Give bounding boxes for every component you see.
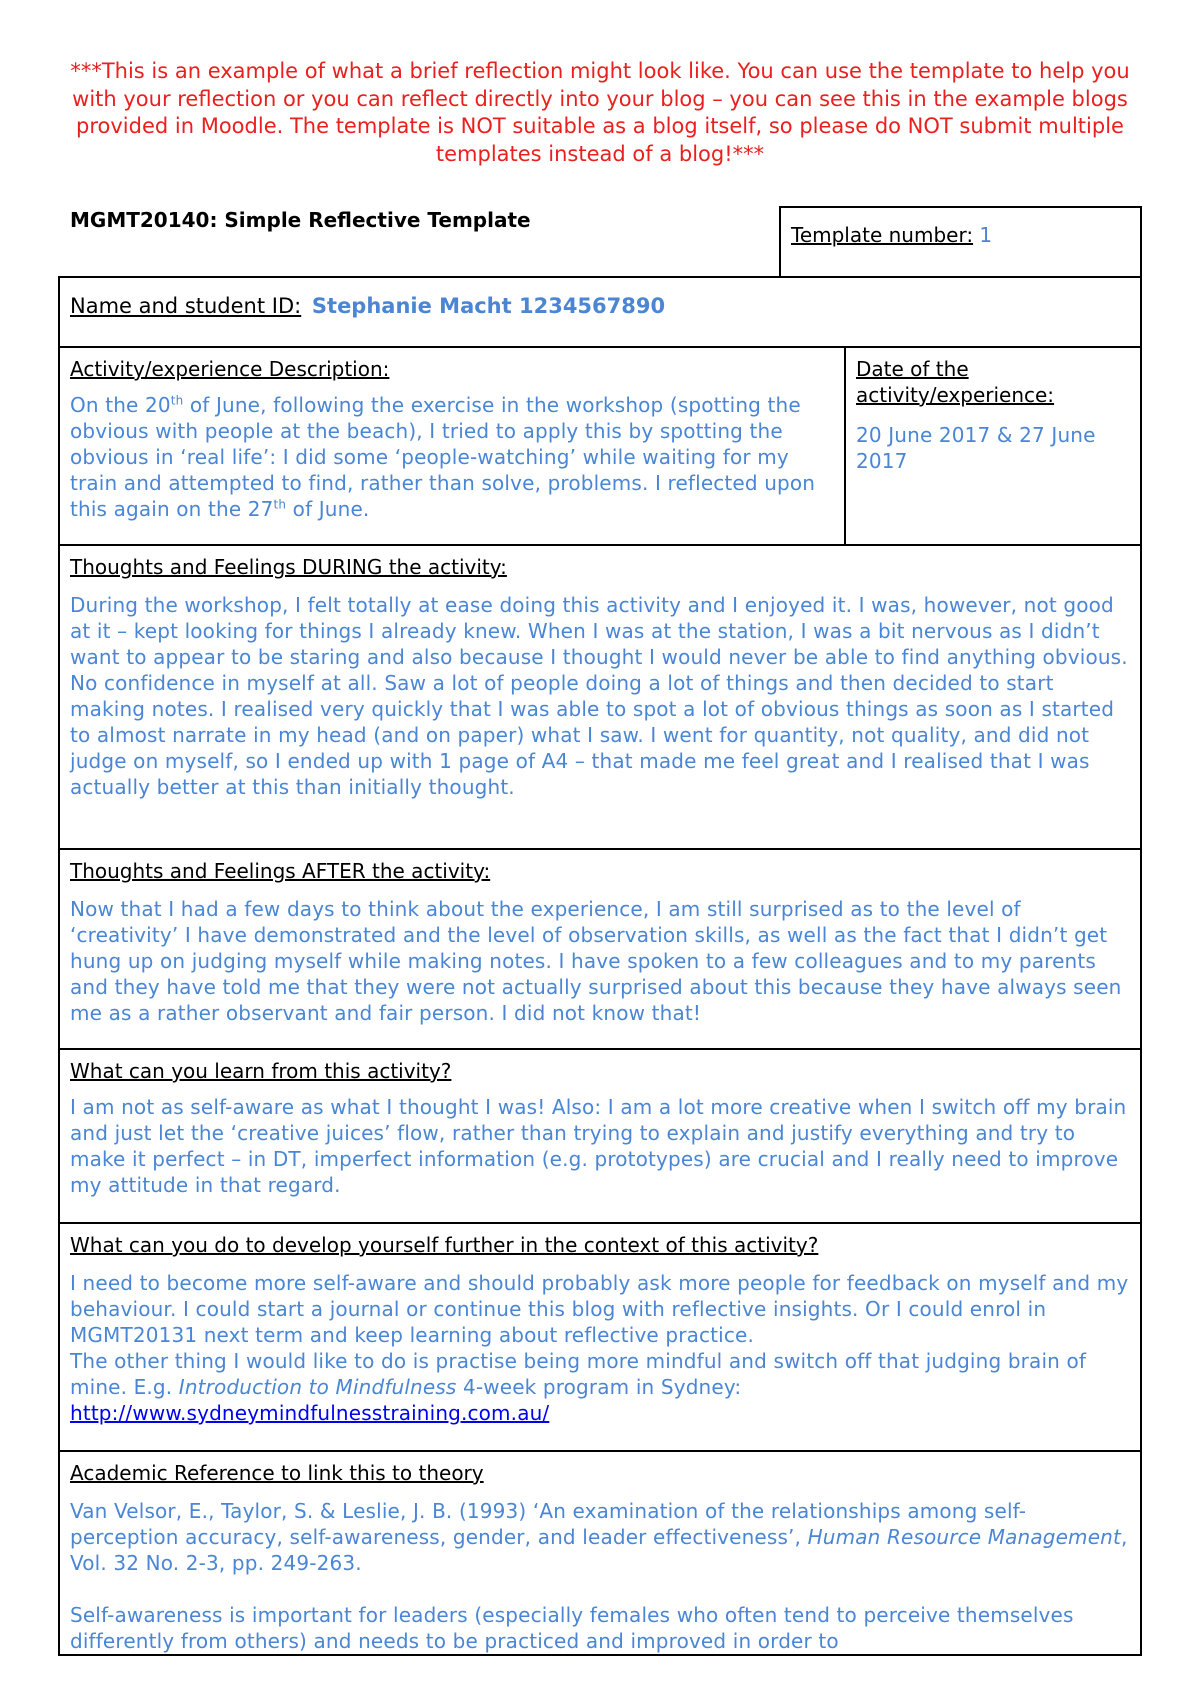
during-cell <box>58 544 1142 850</box>
after-cell <box>58 848 1142 1050</box>
date-cell <box>844 346 1142 546</box>
during-text: During the workshop, I felt totally at ease doing this activity and I enjoyed it. I was, however, not good at it – kept looking for things I already knew. When I was at the station, I was a bit nervous as I didn’t want to appear to be staring and also because I thought I would never be able to find anything obvious. No confidence in myself at all. Saw a lot of people doing a lot of things and then decided to start making notes. I realised very quickly that I was able to spot a lot of obvious things as soon as I started to almost narrate in my head (and on paper) what I saw. I went for quantity, not quality, and did not judge on myself, so I ended up with 1 page of A4 – that made me feel great and I realised that I was actually better at this than initially thought. <box>70 593 1128 799</box>
course-title: MGMT20140: Simple Reflective Template <box>70 208 531 232</box>
date-value: 20 June 2017 & 27 June 2017 <box>856 423 1096 473</box>
develop-cell <box>58 1222 1142 1452</box>
student-label: Name and student ID: <box>70 294 302 318</box>
activity-cell <box>58 346 846 546</box>
develop-label: What can you do to develop yourself further in the context of this activity? <box>70 1233 819 1257</box>
learn-text: I am not as self-aware as what I thought I was! Also: I am a lot more creative when I switch off my brain and just let the ‘creative juices’ flow, rather than trying to explain and justify everything and try to make it perfect – in DT, imperfect information (e.g. prototypes) are crucial and I really need to improve my attitude in that regard. <box>70 1095 1127 1197</box>
activity-text: On the 20th of June, following the exercise in the workshop (spotting the obvious with people at the beach), I tried to apply this by spotting the obvious in ‘real life’: I did some ‘people-watching’ while waiting for my train and attempted to find, rather than solve, problems. I reflected upon this again on the 27th of June. <box>70 393 816 521</box>
template-number-cell <box>779 206 1142 278</box>
learn-label: What can you learn from this activity? <box>70 1059 452 1083</box>
template-number-label: Template number: <box>791 223 974 247</box>
learn-cell <box>58 1048 1142 1224</box>
student-value: Stephanie Macht 1234567890 <box>311 294 666 318</box>
template-notice: ***This is an example of what a brief reflection might look like. You can use the template to help you with your reflection or you can reflect directly into your blog – you can see this in the example blogs provided in Moodle. The template is NOT suitable as a blog itself, so please do NOT submit multiple templates instead of a blog!*** <box>70 59 1130 166</box>
reference-citation: Van Velsor, E., Taylor, S. & Leslie, J. B. (1993) ‘An examination of the relationships among self-perception accuracy, self-awareness, gender, and leader effectiveness’, Human Resource Management, Vol. 32 No. 2-3, pp. 249-263. <box>70 1499 1128 1575</box>
template-number-value: 1 <box>979 223 993 247</box>
reference-cell <box>58 1450 1142 1656</box>
develop-text: I need to become more self-aware and should probably ask more people for feedback on myself and my behaviour. I could start a journal or continue this blog with reflective insights. Or I could enrol in MGMT20131 next term and keep learning about reflective practice. The other thing I would like to do is practise being more mindful and switch off that judging brain of mine. E.g. Introduction to Mindfulness 4-week program in Sydney: http://www.sydneymindfulnesstraining.com.au/ <box>70 1271 1129 1425</box>
mindfulness-link[interactable]: http://www.sydneymindfulnesstraining.com.au/ <box>70 1401 550 1425</box>
reference-label: Academic Reference to link this to theory <box>70 1461 484 1485</box>
student-cell <box>58 276 1142 348</box>
during-label: Thoughts and Feelings DURING the activity: <box>70 555 507 579</box>
after-text: Now that I had a few days to think about the experience, I am still surprised as to the level of ‘creativity’ I have demonstrated and the level of observation skills, as well as the fact that I didn’t get hung up on judging myself while making notes. I have spoken to a few colleagues and to my parents and they have told me that they were not actually surprised about this because they have always seen me as a rather observant and fair person. I did not know that! <box>70 897 1122 1025</box>
date-label: Date of the activity/experience: <box>856 357 1055 407</box>
reference-text: Self-awareness is important for leaders (especially females who often tend to perceive themselves differently from others) and needs to be practiced and improved in order to <box>70 1603 1074 1653</box>
activity-label: Activity/experience Description: <box>70 357 390 381</box>
after-label: Thoughts and Feelings AFTER the activity: <box>70 859 491 883</box>
